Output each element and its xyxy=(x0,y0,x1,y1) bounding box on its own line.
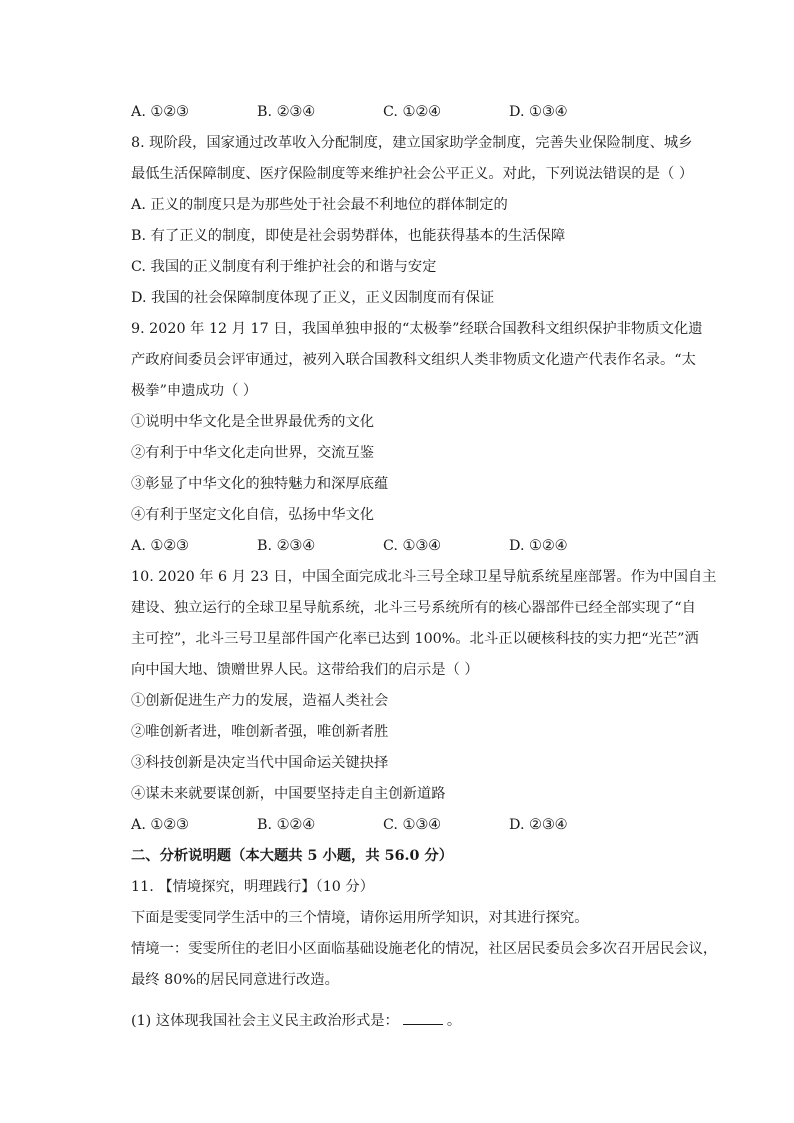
q11-scene1-line-2: 最终 80%的居民同意进行改造。 xyxy=(131,972,339,988)
q10-option-a[interactable]: A. ①②③ xyxy=(131,817,189,833)
q10-option-d[interactable]: D. ②③④ xyxy=(509,817,568,833)
q9-options xyxy=(131,536,651,556)
q7-options xyxy=(131,102,651,122)
q11-subquestion-1 xyxy=(131,1010,461,1031)
q10-option-c[interactable]: C. ①③④ xyxy=(383,817,441,833)
q11-intro: 下面是雯雯同学生活中的三个情境，请你运用所学知识，对其进行探究。 xyxy=(131,910,589,926)
section-heading: 二、分析说明题（本大题共 5 小题，共 56.0 分） xyxy=(131,848,454,864)
q10-stem-line-2: 建设、独立运行的全球卫星导航系统，北斗三号系统所有的核心器部件已经全部实现了“自 xyxy=(131,600,696,616)
q10-statement-2: ②唯创新者进，唯创新者强，唯创新者胜 xyxy=(131,724,389,740)
q8-choice-d[interactable]: D. 我国的社会保障制度体现了正义，正义因制度而有保证 xyxy=(131,290,495,306)
q7-option-d[interactable]: D. ①③④ xyxy=(509,104,568,120)
q9-statement-4: ④有利于坚定文化自信，弘扬中华文化 xyxy=(131,507,375,523)
q9-stem-line-3: 极拳”申遗成功（ ） xyxy=(131,383,258,399)
q8-stem-line-2: 最低生活保障制度、医疗保险制度等来维护社会公平正义。对此，下列说法错误的是（ ） xyxy=(131,166,694,182)
q7-option-a[interactable]: A. ①②③ xyxy=(131,104,189,120)
answer-blank[interactable] xyxy=(403,1010,443,1025)
q10-stem-line-1: 10. 2020 年 6 月 23 日，中国全面完成北斗三号全球卫星导航系统星座部署。作为中国自主 xyxy=(131,569,717,585)
q9-option-d[interactable]: D. ①②④ xyxy=(509,538,568,554)
q11-sub1-suffix: 。 xyxy=(446,1013,462,1029)
q8-stem-line-1: 8. 现阶段，国家通过改革收入分配制度，建立国家助学金制度，完善失业保险制度、城乡 xyxy=(131,135,693,151)
q9-statement-3: ③彰显了中华文化的独特魅力和深厚底蕴 xyxy=(131,476,389,492)
q9-stem-line-1: 9. 2020 年 12 月 17 日，我国单独申报的“太极拳”经联合国教科文组织保护非物质文化遗 xyxy=(131,321,703,337)
q10-statement-3: ③科技创新是决定当代中国命运关键抉择 xyxy=(131,755,389,771)
q9-statement-1: ①说明中华文化是全世界最优秀的文化 xyxy=(131,414,375,430)
q11-title: 11. 【情境探究，明理践行】（10 分） xyxy=(131,879,375,895)
q7-option-b[interactable]: B. ②③④ xyxy=(257,104,316,120)
q8-choice-a[interactable]: A. 正义的制度只是为那些处于社会最不利地位的群体制定的 xyxy=(131,197,508,213)
q9-option-a[interactable]: A. ①②③ xyxy=(131,538,189,554)
q7-option-c[interactable]: C. ①②④ xyxy=(383,104,441,120)
q10-option-b[interactable]: B. ①②④ xyxy=(257,817,316,833)
q11-scene1-line-1: 情境一：雯雯所住的老旧小区面临基础设施老化的情况，社区居民委员会多次召开居民会议， xyxy=(131,941,718,957)
q11-sub1-prefix: (1) 这体现我国社会主义民主政治形式是： xyxy=(131,1013,399,1029)
q9-option-b[interactable]: B. ②③④ xyxy=(257,538,316,554)
q8-choice-b[interactable]: B. 有了正义的制度，即使是社会弱势群体，也能获得基本的生活保障 xyxy=(131,228,566,244)
q9-option-c[interactable]: C. ①③④ xyxy=(383,538,441,554)
q9-stem-line-2: 产政府间委员会评审通过，被列入联合国教科文组织人类非物质文化遗产代表作名录。“太 xyxy=(131,352,696,368)
q10-stem-line-4: 向中国大地、馈赠世界人民。这带给我们的启示是（ ） xyxy=(131,662,479,678)
q8-choice-c[interactable]: C. 我国的正义制度有利于维护社会的和谐与安定 xyxy=(131,259,437,275)
q10-statement-1: ①创新促进生产力的发展，造福人类社会 xyxy=(131,693,389,709)
q10-statement-4: ④谋未来就要谋创新，中国要坚持走自主创新道路 xyxy=(131,786,446,802)
q10-stem-line-3: 主可控”，北斗三号卫星部件国产化率已达到 100%。北斗正以硬核科技的实力把“光芒”洒 xyxy=(131,631,699,647)
q10-options xyxy=(131,815,651,835)
q9-statement-2: ②有利于中华文化走向世界，交流互鉴 xyxy=(131,445,375,461)
